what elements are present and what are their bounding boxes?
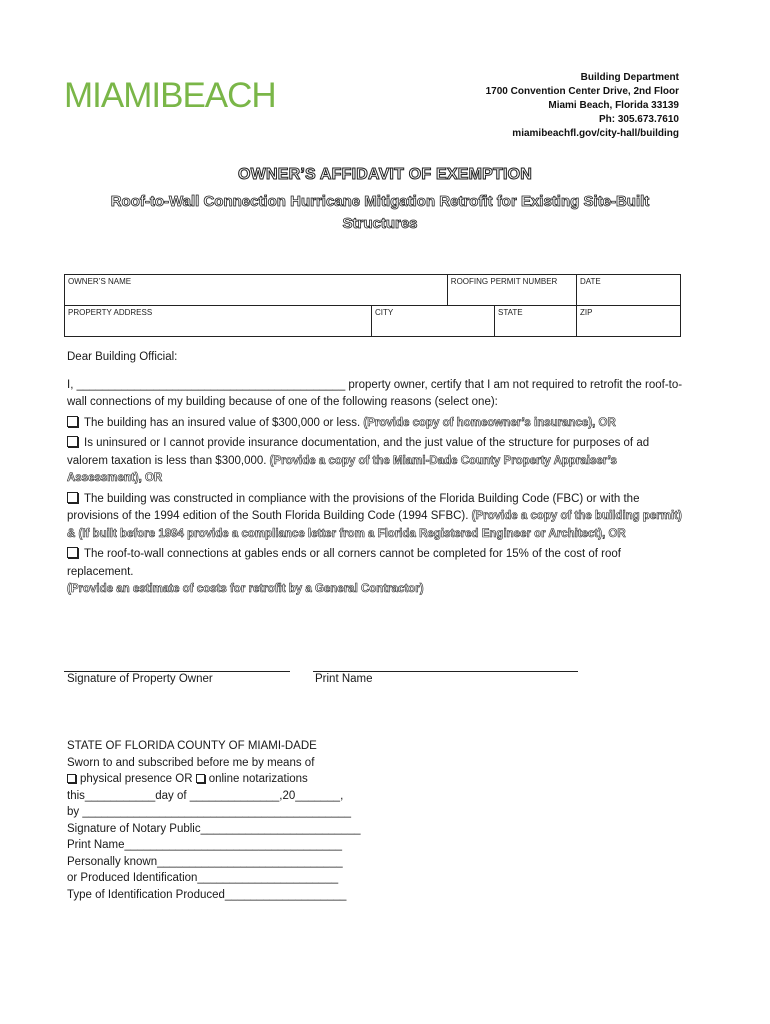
option-2 xyxy=(67,435,687,488)
option-3-text: The building was constructed in compliance with the provisions of the Florida Building Code (FBC) or with the provisions of the 1994 edition of the South Florida Building Code (1994 SFBC). xyxy=(67,492,640,522)
owners-name-label: OWNER’S NAME xyxy=(68,277,132,286)
personally-known-line[interactable]: Personally known_____________________________ xyxy=(67,855,343,868)
owner-signature-label: Signature of Property Owner xyxy=(67,673,213,685)
option-3 xyxy=(67,491,687,544)
dept-url: miamibeachfl.gov/city-hall/building xyxy=(512,128,679,139)
certify-prefix: I, xyxy=(67,378,77,391)
certify-suffix: property owner, certify that I am not required to retrofit the roof-to-wall connections of my building because of one of the following reasons (select one): xyxy=(67,378,683,408)
option-1-checkbox[interactable] xyxy=(67,416,78,427)
option-4-note: (Provide an estimate of costs for retrofit by a General Contractor) xyxy=(67,583,424,595)
option-3-note: (Provide a copy of the building permit) & (If built before 1994 provide a compliance letter from a Florida Registered Engineer or Architect), OR xyxy=(67,510,682,540)
document-title: OWNER’S AFFIDAVIT OF EXEMPTION xyxy=(238,166,532,183)
notary-signature-line[interactable]: Signature of Notary Public_________________________ xyxy=(67,822,361,835)
notary-date-line[interactable]: this___________day of ______________,20_______, xyxy=(67,789,344,802)
option-2-text: Is uninsured or I cannot provide insurance documentation, and the just value of the structure for purposes of ad valorem taxation is less than $300,000. xyxy=(67,437,650,467)
notary-heading: STATE OF FLORIDA COUNTY OF MIAMI-DADE xyxy=(67,740,317,752)
option-1-text: The building has an insured value of $300,000 or less. xyxy=(84,416,364,429)
state-field[interactable] xyxy=(495,306,577,337)
option-4-text: The roof-to-wall connections at gables ends or all corners cannot be completed for 15% of the cost of roof replacement. xyxy=(67,548,621,578)
dept-phone: Ph: 305.673.7610 xyxy=(598,114,679,125)
option-4-checkbox[interactable] xyxy=(67,547,78,558)
city-field[interactable] xyxy=(372,306,495,337)
option-1-note: (Provide copy of homeowner’s insurance), OR xyxy=(363,416,616,429)
dept-name: Building Department xyxy=(580,72,679,83)
owner-info-table xyxy=(64,274,681,337)
date-field[interactable] xyxy=(577,275,681,306)
certify-paragraph xyxy=(67,377,687,412)
notary-print-name-line[interactable]: Print Name__________________________________ xyxy=(67,839,342,851)
option-4 xyxy=(67,546,687,581)
zip-label: ZIP xyxy=(580,308,593,317)
option-3-checkbox[interactable] xyxy=(67,492,78,503)
id-type-line[interactable]: Type of Identification Produced___________________ xyxy=(67,888,347,901)
property-address-label: PROPERTY ADDRESS xyxy=(68,308,153,317)
letter-body xyxy=(67,349,687,599)
state-label: STATE xyxy=(498,308,523,317)
online-notarization-checkbox[interactable] xyxy=(196,774,205,783)
notary-section xyxy=(67,738,361,903)
miami-beach-logo xyxy=(64,78,276,113)
roofing-permit-label: ROOFING PERMIT NUMBER xyxy=(450,277,558,286)
option-2-note: (Provide a copy of the Miami-Dade County Property Appraiser’s Assessment), OR xyxy=(67,454,617,484)
print-name-line[interactable] xyxy=(313,671,578,672)
roofing-permit-field[interactable] xyxy=(447,275,576,306)
document-subtitle: Roof-to-Wall Connection Hurricane Mitigation Retrofit for Existing Site-Built Structures xyxy=(110,193,650,232)
physical-presence-label: physical presence OR xyxy=(80,773,196,785)
print-name-label: Print Name xyxy=(315,673,373,685)
zip-field[interactable] xyxy=(577,306,681,337)
logo-left-text: MIAMI xyxy=(64,76,161,115)
notary-sworn: Sworn to and subscribed before me by means of xyxy=(67,756,315,769)
logo-right-text: BEACH xyxy=(160,76,276,115)
physical-presence-checkbox[interactable] xyxy=(67,774,76,783)
dept-street: 1700 Convention Center Drive, 2nd Floor xyxy=(485,86,679,97)
notary-means xyxy=(67,771,361,788)
property-address-field[interactable] xyxy=(65,306,372,337)
dept-city: Miami Beach, Florida 33139 xyxy=(548,100,679,111)
owner-name-blank[interactable]: __________________________________________ xyxy=(76,378,346,391)
city-label: CITY xyxy=(375,308,394,317)
owner-signature-line[interactable] xyxy=(64,671,290,672)
salutation: Dear Building Official: xyxy=(67,351,178,363)
department-address xyxy=(486,71,679,141)
notary-by-line[interactable]: by __________________________________________ xyxy=(67,806,351,818)
option-2-checkbox[interactable] xyxy=(67,436,78,447)
owners-name-field[interactable] xyxy=(65,275,448,306)
produced-id-line[interactable]: or Produced Identification______________________ xyxy=(67,872,339,884)
option-1 xyxy=(67,415,687,433)
online-notarization-label: online notarizations xyxy=(208,773,308,785)
date-label: DATE xyxy=(580,277,601,286)
